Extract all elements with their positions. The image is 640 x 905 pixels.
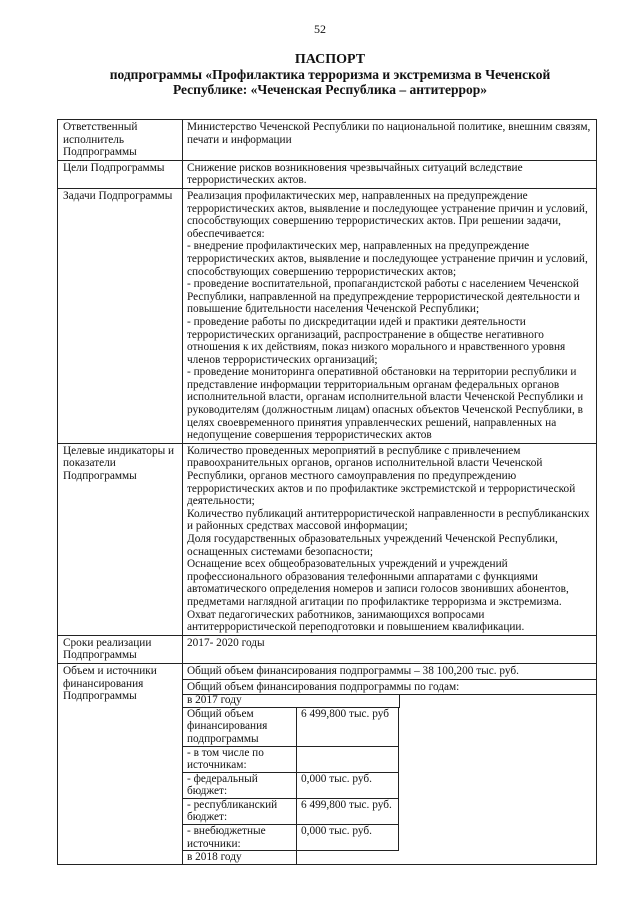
- terms-label: Сроки реализации Подпрограммы: [58, 635, 183, 663]
- page-number: 52: [314, 22, 326, 36]
- fin-row-name: - республиканский бюджет:: [183, 798, 297, 824]
- row-terms: [58, 635, 597, 663]
- goals-label: Цели Подпрограммы: [58, 160, 183, 188]
- financing-label: Объем и источники финансирования Подпрограммы: [58, 663, 183, 864]
- financing-year-2017: [183, 694, 596, 708]
- indicator-paragraph: Оснащение всех общеобразовательных учреждений и учреждений профессионального образования телефонными аппаратами с функциями автоматического определения номеров и записи голосов звонивших абонентов, предметами наглядной агитации по профилактике терроризма и экстремизма.: [187, 558, 569, 608]
- fin-empty-cell: [297, 851, 399, 864]
- passport-title: [60, 52, 600, 97]
- terms-value: 2017- 2020 годы: [183, 635, 597, 663]
- fin-row-value: 0,000 тыс. руб.: [297, 772, 399, 798]
- tasks-value: [183, 188, 597, 443]
- goals-value: Снижение рисков возникновения чрезвычайных ситуаций вследствие террористических актов.: [183, 160, 597, 188]
- indicator-paragraph: Количество публикаций антитеррористической направленности в республиканских и районных средствах массовой информации;: [187, 507, 590, 533]
- tasks-paragraph: - внедрение профилактических мер, направленных на предупреждение террористических актов, выявление и последующее устранение причин и условий, способствующих совершению террористических актов;: [187, 240, 588, 278]
- indicator-paragraph: Доля государственных образовательных учреждений Чеченской Республики, оснащенных системами безопасности;: [187, 533, 558, 558]
- tasks-paragraph: - проведение работы по дискредитации идей и практики деятельности террористических организаций, распространение в обществе негативного отношения к их действиям, показ низкого морального и нравственного уровня членов террористических организаций;: [187, 315, 566, 366]
- executor-label: Ответственный исполнитель Подпрограммы: [58, 120, 183, 161]
- fin-row: [183, 707, 399, 746]
- fin-row-name: - федеральный бюджет:: [183, 772, 297, 798]
- fin-row: [183, 798, 399, 824]
- fin-row: [183, 851, 399, 864]
- fin-row-value: 0,000 тыс. руб.: [297, 825, 399, 851]
- financing-value: [183, 663, 597, 864]
- executor-value: Министерство Чеченской Республики по национальной политике, внешним связям, печати и информации: [183, 120, 597, 161]
- row-financing: [58, 663, 597, 864]
- title-line-3: Республике: «Чеченская Республика – антитеррор»: [172, 82, 488, 97]
- year-2018-label: в 2018 году: [183, 851, 297, 864]
- row-executor: [58, 120, 597, 161]
- tasks-paragraph: Реализация профилактических мер, направленных на предупреждение террористических актов, выявление и последующее устранение причин и условий, способствующих совершению террористических актов. При решении задачи, обеспечивается:: [187, 189, 588, 240]
- tasks-label: Задачи Подпрограммы: [58, 188, 183, 443]
- financing-by-years: Общий объем финансирования подпрограммы по годам:: [183, 679, 596, 695]
- row-indicators: [58, 443, 597, 635]
- indicators-label: Целевые индикаторы и показатели Подпрограммы: [58, 443, 183, 635]
- tasks-paragraph: - проведение воспитательной, пропагандистской работы с населением Чеченской Республики, направленной на предупреждение террористической деятельности и повышение бдительности населения Чеченской Республики;: [187, 278, 580, 316]
- row-tasks: [58, 188, 597, 443]
- fin-row-value: [297, 746, 399, 772]
- year-2017-label: в 2017 году: [183, 694, 400, 707]
- fin-row: [183, 746, 399, 772]
- indicator-paragraph: Количество проведенных мероприятий в республике с привлечением правоохранительных органов, органов исполнительной власти Чеченской Республики, органов местного самоуправления по предупреждению террористических актов и по профилактике экстремистской и террористической деятельности;: [187, 444, 576, 508]
- fin-row: [183, 825, 399, 851]
- fin-row-name: - в том числе по источникам:: [183, 746, 297, 772]
- fin-row-name: - внебюджетные источники:: [183, 825, 297, 851]
- row-goals: [58, 160, 597, 188]
- fin-row-name: Общий объем финансирования подпрограммы: [183, 707, 297, 746]
- title-line-2: подпрограммы «Профилактика терроризма и экстремизма в Чеченской: [109, 67, 551, 82]
- financing-total: Общий объем финансирования подпрограммы – 38 100,200 тыс. руб.: [187, 664, 519, 677]
- indicators-value: [183, 443, 597, 635]
- passport-table: [57, 119, 597, 865]
- tasks-paragraph: - проведение мониторинга оперативной обстановки на территории республики и представление информации территориальным органам федеральных органов исполнительной власти, органам исполнительной власти Чеченской Республики и руководителям (должностным лицам) опасных объектов Чеченской Республики, в целях своевременного принятия управленческих решений, направленных на недопущение совершения террористических актов: [187, 366, 584, 442]
- indicator-paragraph: Охват педагогических работников, занимающихся вопросами антитеррористической переподготовки и повышением квалификации.: [187, 608, 525, 634]
- fin-row-value: 6 499,800 тыс. руб: [297, 707, 399, 746]
- fin-row-value: 6 499,800 тыс. руб.: [297, 798, 399, 824]
- fin-row: [183, 772, 399, 798]
- title-line-1: ПАСПОРТ: [294, 52, 366, 67]
- year-2017-cell: [183, 694, 400, 708]
- financing-table: [183, 707, 399, 864]
